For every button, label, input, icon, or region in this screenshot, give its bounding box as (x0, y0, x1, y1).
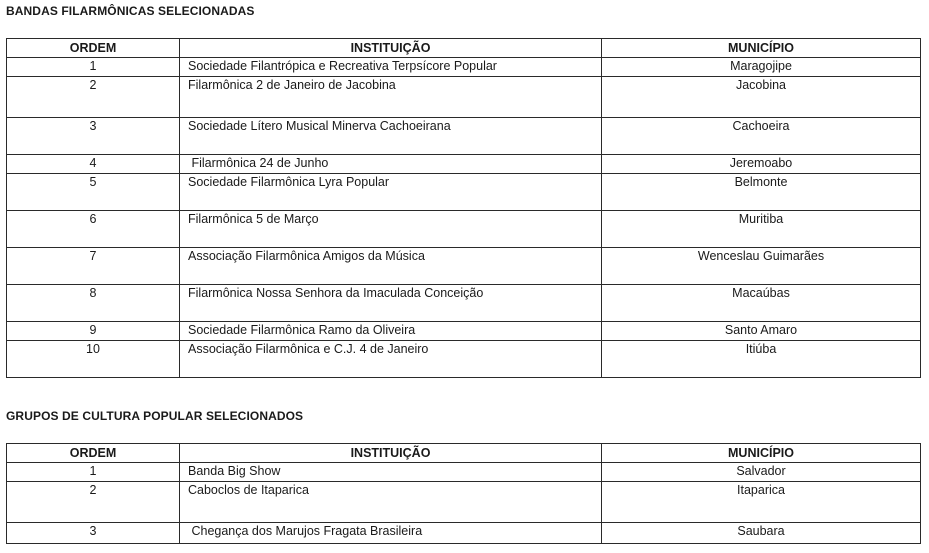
cell-ordem: 6 (7, 211, 180, 248)
cell-municipio: Saubara (602, 523, 921, 544)
header-instituicao: INSTITUIÇÃO (180, 39, 602, 58)
cell-instituicao: Sociedade Filarmônica Lyra Popular (180, 174, 602, 211)
cell-instituicao: Filarmônica 2 de Janeiro de Jacobina (180, 77, 602, 118)
cell-instituicao: Sociedade Lítero Musical Minerva Cachoeirana (180, 118, 602, 155)
cell-instituicao: Caboclos de Itaparica (180, 482, 602, 523)
cell-municipio: Belmonte (602, 174, 921, 211)
table-row (7, 211, 921, 248)
cell-ordem: 3 (7, 523, 180, 544)
section-title-bandas: BANDAS FILARMÔNICAS SELECIONADAS (6, 4, 255, 18)
cell-municipio: Cachoeira (602, 118, 921, 155)
cell-ordem: 3 (7, 118, 180, 155)
cell-municipio: Jeremoabo (602, 155, 921, 174)
cell-ordem: 1 (7, 58, 180, 77)
cell-municipio: Itiúba (602, 341, 921, 378)
table-row (7, 58, 921, 77)
table-row (7, 248, 921, 285)
cell-ordem: 1 (7, 463, 180, 482)
table-row (7, 523, 921, 544)
cell-instituicao: Sociedade Filantrópica e Recreativa Terpsícore Popular (180, 58, 602, 77)
bandas-table (6, 38, 921, 378)
cell-instituicao: Filarmônica Nossa Senhora da Imaculada Conceição (180, 285, 602, 322)
cell-ordem: 8 (7, 285, 180, 322)
cell-instituicao: Associação Filarmônica Amigos da Música (180, 248, 602, 285)
cell-ordem: 7 (7, 248, 180, 285)
table-row (7, 341, 921, 378)
cell-ordem: 4 (7, 155, 180, 174)
cell-ordem: 5 (7, 174, 180, 211)
table-row (7, 322, 921, 341)
table-row (7, 77, 921, 118)
section-title-grupos: GRUPOS DE CULTURA POPULAR SELECIONADOS (6, 409, 304, 423)
cell-municipio: Jacobina (602, 77, 921, 118)
cell-instituicao: Filarmônica 24 de Junho (180, 155, 602, 174)
header-municipio: MUNICÍPIO (602, 444, 921, 463)
cell-instituicao: Filarmônica 5 de Março (180, 211, 602, 248)
cell-ordem: 2 (7, 77, 180, 118)
table-row (7, 155, 921, 174)
cell-municipio: Wenceslau Guimarães (602, 248, 921, 285)
header-ordem: ORDEM (7, 444, 180, 463)
cell-ordem: 2 (7, 482, 180, 523)
table-row (7, 285, 921, 322)
cell-municipio: Macaúbas (602, 285, 921, 322)
table-row (7, 463, 921, 482)
header-ordem: ORDEM (7, 39, 180, 58)
cell-ordem: 10 (7, 341, 180, 378)
table-row (7, 118, 921, 155)
table-header-row (7, 444, 921, 463)
header-instituicao: INSTITUIÇÃO (180, 444, 602, 463)
grupos-table (6, 443, 921, 544)
cell-municipio: Santo Amaro (602, 322, 921, 341)
table-row (7, 174, 921, 211)
cell-instituicao: Banda Big Show (180, 463, 602, 482)
table-header-row (7, 39, 921, 58)
cell-municipio: Itaparica (602, 482, 921, 523)
table-row (7, 482, 921, 523)
cell-instituicao: Chegança dos Marujos Fragata Brasileira (180, 523, 602, 544)
cell-instituicao: Sociedade Filarmônica Ramo da Oliveira (180, 322, 602, 341)
cell-municipio: Maragojipe (602, 58, 921, 77)
cell-municipio: Salvador (602, 463, 921, 482)
header-municipio: MUNICÍPIO (602, 39, 921, 58)
cell-ordem: 9 (7, 322, 180, 341)
cell-instituicao: Associação Filarmônica e C.J. 4 de Janeiro (180, 341, 602, 378)
cell-municipio: Muritiba (602, 211, 921, 248)
